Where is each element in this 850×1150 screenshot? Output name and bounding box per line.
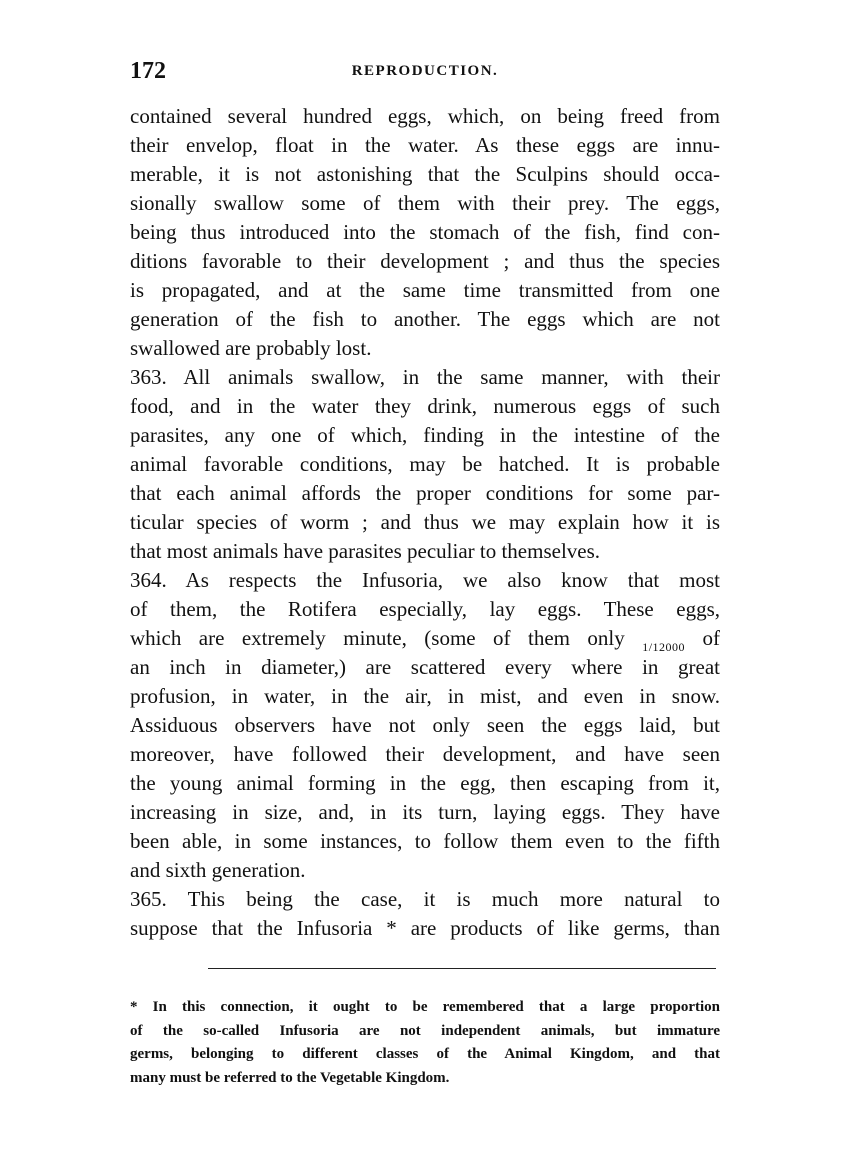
text-line: parasites, any one of which, finding in the intestine of the [130, 423, 720, 447]
text-line: animal favorable conditions, may be hatched. It is probable [130, 452, 720, 476]
text-line: contained several hundred eggs, which, on being freed from [130, 104, 720, 128]
text-segment: of [685, 626, 720, 650]
text-line: 365. This being the case, it is much more natural to [130, 887, 720, 911]
text-line: generation of the fish to another. The eggs which are not [130, 307, 720, 331]
text-line: 363. All animals swallow, in the same manner, with their [130, 365, 720, 389]
text-line: merable, it is not astonishing that the Sculpins should occa- [130, 162, 720, 186]
text-line: 364. As respects the Infusoria, we also know that most [130, 568, 720, 592]
text-line: their envelop, float in the water. As these eggs are innu- [130, 133, 720, 157]
text-line: swallowed are probably lost. [130, 336, 372, 360]
text-line: Assiduous observers have not only seen the eggs laid, but [130, 713, 720, 737]
text-line: that each animal affords the proper conditions for some par- [130, 481, 720, 505]
text-line: an inch in diameter,) are scattered every where in great [130, 655, 720, 679]
footnote-line: many must be referred to the Vegetable Kingdom. [130, 1069, 450, 1086]
footnote-line: of the so-called Infusoria are not independent animals, but immature [130, 1022, 720, 1039]
text-line: and sixth generation. [130, 858, 306, 882]
text-line: of them, the Rotifera especially, lay eggs. These eggs, [130, 597, 720, 621]
text-line: suppose that the Infusoria * are products of like germs, than [130, 916, 720, 940]
text-line: profusion, in water, in the air, in mist, and even in snow. [130, 684, 720, 708]
text-line: food, and in the water they drink, numerous eggs of such [130, 394, 720, 418]
text-segment: which are extremely minute, (some of them only [130, 626, 643, 650]
running-title: REPRODUCTION. [351, 63, 499, 79]
text-line: increasing in size, and, in its turn, laying eggs. They have [130, 800, 720, 824]
text-line: ticular species of worm ; and thus we may explain how it is [130, 510, 720, 534]
text-line: that most animals have parasites peculiar to themselves. [130, 539, 601, 563]
footnote [130, 996, 720, 1090]
page-header [130, 58, 720, 86]
footnote-line: * In this connection, it ought to be remembered that a large proportion [130, 999, 720, 1015]
text-line: been able, in some instances, to follow them even to the fifth [130, 829, 720, 853]
text-line-with-fraction [130, 624, 720, 653]
text-line: being thus introduced into the stomach of the fish, find con- [130, 220, 720, 244]
text-line: sionally swallow some of them with their prey. The eggs, [130, 191, 720, 215]
text-line: moreover, have followed their development, and have seen [130, 742, 720, 766]
body-text [130, 102, 720, 943]
fraction: 1/12000 [642, 640, 686, 654]
page-number: 172 [130, 58, 166, 84]
text-line: the young animal forming in the egg, then escaping from it, [130, 771, 720, 795]
text-line: ditions favorable to their development ; and thus the species [130, 249, 720, 273]
text-line: is propagated, and at the same time transmitted from one [130, 278, 720, 302]
footnote-line: germs, belonging to different classes of the Animal Kingdom, and that [130, 1046, 720, 1062]
footnote-divider [208, 968, 716, 969]
